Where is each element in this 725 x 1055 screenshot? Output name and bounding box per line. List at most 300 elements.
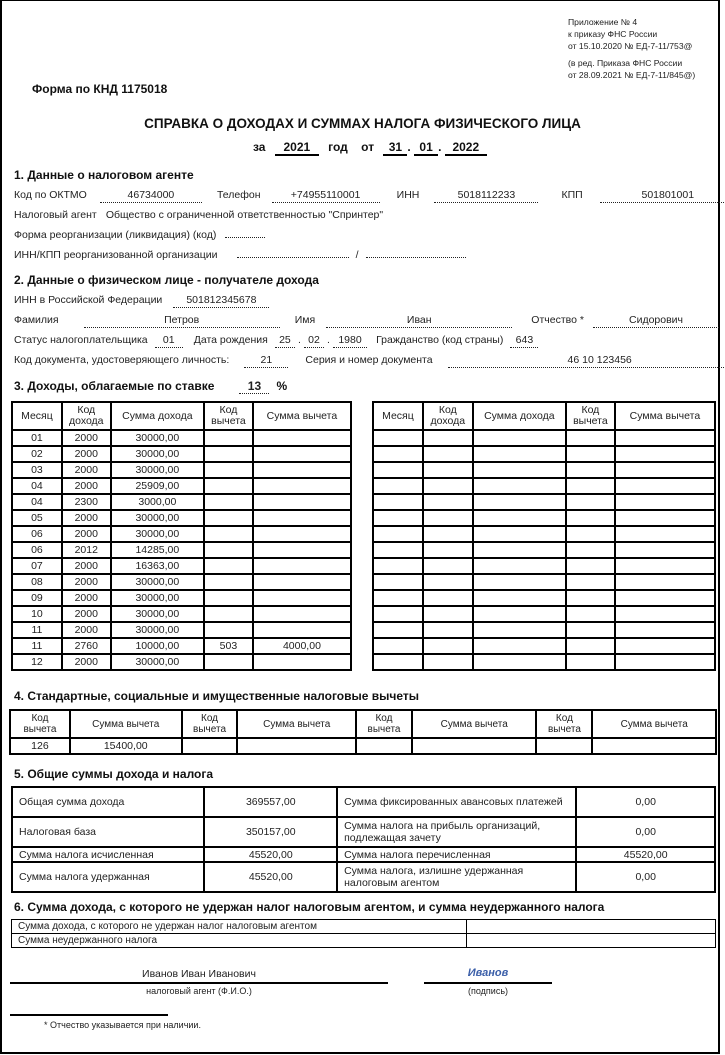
appendix-line: к приказу ФНС России: [568, 29, 658, 39]
section1-row3: [14, 229, 265, 241]
appendix-line: от 15.10.2020 № ЕД-7-11/753@: [568, 41, 693, 51]
column-header-income-code: Код дохода: [423, 402, 473, 430]
percent-sign: %: [276, 379, 288, 393]
signature-text: Иванов: [467, 967, 509, 979]
income-code-cell: 2000: [62, 430, 111, 446]
deduction-sum-cell: [615, 446, 715, 462]
column-header-income-code: Код дохода: [62, 402, 111, 430]
oktmo-label: Код по ОКТМО: [14, 189, 87, 201]
deductions-table: [9, 709, 717, 755]
income-code-cell: 2000: [62, 606, 111, 622]
reorg-inn-label: ИНН/КПП реорганизованной организации: [14, 249, 218, 261]
column-header-deduction-code: Код вычета: [536, 710, 592, 738]
income-sum-cell: [473, 590, 566, 606]
deduction-code-cell: [566, 510, 615, 526]
month-cell: 06: [12, 542, 62, 558]
month-cell: [373, 494, 423, 510]
kpp-label: КПП: [561, 189, 583, 201]
table-row: [12, 462, 351, 478]
income-sum-cell: [473, 654, 566, 670]
deduction-code-cell: [204, 622, 253, 638]
column-header-deduction-sum: Сумма вычета: [70, 710, 182, 738]
table-row: [373, 494, 715, 510]
total-income-label: Общая сумма дохода: [12, 787, 204, 817]
month-cell: 07: [12, 558, 62, 574]
income-sum-cell: 30000,00: [111, 510, 204, 526]
table-row: [12, 862, 715, 892]
income-code-cell: 2000: [62, 574, 111, 590]
deduction-code-cell: [536, 738, 592, 754]
month-cell: [373, 510, 423, 526]
deduction-code-cell: [204, 494, 253, 510]
tax-calculated-label: Сумма налога исчисленная: [12, 847, 204, 862]
doc-number-field: 46 10 123456: [448, 354, 725, 368]
table-row: [373, 510, 715, 526]
income-code-cell: [423, 606, 473, 622]
deduction-sum-cell: [615, 638, 715, 654]
tax-withheld-label: Сумма налога удержанная: [12, 862, 204, 892]
deduction-code-cell: [566, 590, 615, 606]
deduction-code-cell: 503: [204, 638, 253, 654]
signature-caption: (подпись): [467, 986, 509, 996]
income-sum-cell: [473, 542, 566, 558]
income-code-cell: [423, 574, 473, 590]
income-code-cell: 2000: [62, 446, 111, 462]
deduction-code-cell: [566, 494, 615, 510]
income-code-cell: [423, 638, 473, 654]
income-code-cell: [423, 590, 473, 606]
agent-caption: налоговый агент (Ф.И.О.): [146, 986, 252, 996]
table-header-row: [12, 402, 351, 430]
surname-field: Петров: [84, 314, 280, 328]
month-cell: 04: [12, 494, 62, 510]
surname-label: Фамилия: [14, 314, 59, 326]
table-row: [373, 462, 715, 478]
deduction-code-cell: [566, 638, 615, 654]
deduction-sum-cell: [615, 606, 715, 622]
income-sum-cell: [473, 462, 566, 478]
dob-month-field: 02: [304, 334, 324, 348]
section1-heading: 1. Данные о налоговом агенте: [14, 168, 194, 182]
column-header-deduction-sum: Сумма вычета: [615, 402, 715, 430]
appendix-line: от 28.09.2021 № ЕД-7-11/845@): [568, 70, 696, 80]
table-row: [373, 622, 715, 638]
deduction-code-cell: [566, 654, 615, 670]
table-row: [373, 526, 715, 542]
table-row: [12, 590, 351, 606]
deduction-code-cell: [566, 446, 615, 462]
agent-name-line: [10, 982, 388, 984]
income-code-cell: [423, 510, 473, 526]
fixed-advance-label: Сумма фиксированных авансовых платежей: [337, 787, 576, 817]
deduction-sum-cell: [253, 430, 351, 446]
income-sum-cell: 10000,00: [111, 638, 204, 654]
table-row: [12, 920, 716, 934]
deduction-sum-cell: 4000,00: [253, 638, 351, 654]
deduction-code-cell: [204, 574, 253, 590]
income-sum-cell: [473, 622, 566, 638]
dot: .: [407, 140, 411, 154]
month-cell: [373, 430, 423, 446]
reorg-label: Форма реорганизации (ликвидация) (код): [14, 229, 217, 241]
table-row: [10, 738, 716, 754]
section2-row3: Статус налогоплательщика 01 Дата рождения 25 . 02 . 1980 Гражданство (код страны) 643: [14, 334, 538, 348]
deduction-sum-cell: [253, 526, 351, 542]
deduction-code-cell: [204, 478, 253, 494]
deduction-code-cell: [204, 462, 253, 478]
month-cell: 06: [12, 526, 62, 542]
column-header-month: Месяц: [12, 402, 62, 430]
income-table-left: [11, 401, 352, 671]
citizenship-label: Гражданство (код страны): [376, 334, 504, 346]
tax-withheld-value: 45520,00: [204, 862, 337, 892]
phone-label: Телефон: [216, 189, 261, 201]
section2-heading: 2. Данные о физическом лице - получателе дохода: [14, 273, 319, 287]
income-code-cell: [423, 494, 473, 510]
month-cell: 10: [12, 606, 62, 622]
kpp-field: 501801001: [600, 189, 725, 203]
table-header-row: [373, 402, 715, 430]
deduction-sum-cell: [253, 622, 351, 638]
column-header-deduction-sum: Сумма вычета: [592, 710, 716, 738]
reorg-field: [225, 237, 265, 238]
table-row: [12, 787, 715, 817]
deduction-sum-cell: 15400,00: [70, 738, 182, 754]
deduction-sum-cell: [615, 494, 715, 510]
table-row: [373, 430, 715, 446]
deduction-code-cell: [204, 526, 253, 542]
recipient-inn-label: ИНН в Российской Федерации: [14, 294, 163, 306]
month-cell: [373, 654, 423, 670]
column-header-deduction-code: Код вычета: [356, 710, 412, 738]
table-row: [12, 446, 351, 462]
column-header-deduction-sum: Сумма вычета: [412, 710, 537, 738]
deduction-sum-cell: [253, 542, 351, 558]
column-header-deduction-sum: Сумма вычета: [253, 402, 351, 430]
income-sum-cell: 16363,00: [111, 558, 204, 574]
income-code-cell: [423, 526, 473, 542]
deduction-code-cell: [566, 558, 615, 574]
column-header-income-sum: Сумма дохода: [111, 402, 204, 430]
deduction-code-cell: [566, 478, 615, 494]
deduction-code-cell: [566, 606, 615, 622]
income-sum-cell: [473, 606, 566, 622]
income-sum-cell: 14285,00: [111, 542, 204, 558]
income-sum-cell: [473, 446, 566, 462]
income-sum-cell: 30000,00: [111, 462, 204, 478]
name-label: Имя: [294, 314, 316, 326]
unwithheld-tax-value: [467, 934, 716, 948]
deduction-code-cell: [204, 558, 253, 574]
agent-label: Налоговый агент: [14, 209, 97, 221]
table-row: [373, 606, 715, 622]
income-code-cell: 2000: [62, 510, 111, 526]
month-cell: 08: [12, 574, 62, 590]
section2-row1: [14, 294, 269, 308]
recipient-inn-field: 501812345678: [173, 294, 269, 308]
month-cell: 04: [12, 478, 62, 494]
document-title: СПРАВКА О ДОХОДАХ И СУММАХ НАЛОГА ФИЗИЧЕСКОГО ЛИЦА: [144, 116, 581, 131]
table-header-row: [10, 710, 716, 738]
deduction-sum-cell: [253, 462, 351, 478]
deduction-sum-cell: [615, 430, 715, 446]
income-code-cell: 2000: [62, 478, 111, 494]
deduction-sum-cell: [615, 510, 715, 526]
table-row: [12, 542, 351, 558]
appendix-line: Приложение № 4: [568, 17, 638, 27]
deduction-sum-cell: [615, 462, 715, 478]
table-row: [12, 654, 351, 670]
table-row: [12, 430, 351, 446]
section1-row2: [14, 209, 383, 222]
appendix-line: (в ред. Приказа ФНС России: [568, 58, 683, 68]
section2-row2: [14, 314, 719, 328]
footnote-line: [10, 1014, 168, 1016]
column-header-deduction-sum: Сумма вычета: [237, 710, 356, 738]
status-label: Статус налогоплательщика: [14, 334, 148, 346]
table-row: [373, 542, 715, 558]
deduction-sum-cell: [615, 558, 715, 574]
income-code-cell: [423, 654, 473, 670]
month-cell: 05: [12, 510, 62, 526]
tax-base-value: 350157,00: [204, 817, 337, 847]
month-cell: 09: [12, 590, 62, 606]
deduction-sum-cell: [253, 478, 351, 494]
reorg-kpp-field: [366, 257, 466, 258]
table-row: [12, 478, 351, 494]
income-sum-cell: 30000,00: [111, 430, 204, 446]
dot: .: [438, 140, 442, 154]
deduction-sum-cell: [615, 542, 715, 558]
month-cell: [373, 638, 423, 654]
tax-calculated-value: 45520,00: [204, 847, 337, 862]
month-cell: [373, 590, 423, 606]
column-header-deduction-code: Код вычета: [566, 402, 615, 430]
section3-heading: 3. Доходы, облагаемые по ставке: [14, 379, 215, 393]
deduction-code-cell: [566, 526, 615, 542]
income-sum-cell: [473, 558, 566, 574]
unwithheld-table: [11, 919, 716, 948]
deduction-code-cell: [356, 738, 412, 754]
income-sum-cell: 30000,00: [111, 606, 204, 622]
deduction-sum-cell: [253, 510, 351, 526]
income-code-cell: 2760: [62, 638, 111, 654]
table-row: [12, 558, 351, 574]
table-row: [12, 847, 715, 862]
income-code-cell: [423, 478, 473, 494]
deduction-sum-cell: [615, 622, 715, 638]
name-field: Иван: [326, 314, 512, 328]
signature-line: [424, 982, 552, 984]
income-sum-cell: [473, 638, 566, 654]
month-cell: 02: [12, 446, 62, 462]
income-sum-cell: [473, 494, 566, 510]
deduction-sum-cell: [237, 738, 356, 754]
deduction-code-cell: [204, 606, 253, 622]
month-cell: [373, 526, 423, 542]
income-sum-cell: [473, 510, 566, 526]
section4-heading: 4. Стандартные, социальные и имущественные налоговые вычеты: [14, 689, 419, 703]
income-code-cell: 2000: [62, 622, 111, 638]
table-row: [373, 654, 715, 670]
inn-field: 5018112233: [434, 189, 538, 203]
month-cell: [373, 542, 423, 558]
income-sum-cell: 30000,00: [111, 654, 204, 670]
month-cell: [373, 606, 423, 622]
income-code-cell: [423, 542, 473, 558]
income-sum-cell: 30000,00: [111, 446, 204, 462]
income-code-cell: [423, 430, 473, 446]
month-cell: 03: [12, 462, 62, 478]
doc-year-field: 2022: [445, 140, 487, 156]
god-label: год: [328, 140, 348, 154]
section1-row1: [14, 189, 725, 203]
column-header-deduction-code: Код вычета: [204, 402, 253, 430]
income-sum-cell: [473, 478, 566, 494]
income-code-cell: 2000: [62, 526, 111, 542]
deduction-sum-cell: [615, 526, 715, 542]
month-cell: [373, 478, 423, 494]
month-cell: 12: [12, 654, 62, 670]
income-code-cell: 2000: [62, 558, 111, 574]
section1-row4: [14, 249, 466, 261]
tax-overwithheld-value: 0,00: [576, 862, 715, 892]
deduction-sum-cell: [253, 590, 351, 606]
table-row: [12, 510, 351, 526]
unwithheld-tax-label: Сумма неудержанного налога: [12, 934, 467, 948]
doc-number-label: Серия и номер документа: [305, 354, 433, 366]
deduction-sum-cell: [592, 738, 716, 754]
unwithheld-income-value: [467, 920, 716, 934]
period-line: [253, 140, 487, 156]
month-cell: [373, 446, 423, 462]
income-code-cell: 2000: [62, 654, 111, 670]
deduction-sum-cell: [253, 654, 351, 670]
year-field: 2021: [275, 140, 319, 156]
income-sum-cell: 30000,00: [111, 622, 204, 638]
income-sum-cell: [473, 430, 566, 446]
table-row: [12, 817, 715, 847]
table-row: [373, 574, 715, 590]
income-sum-cell: 30000,00: [111, 574, 204, 590]
deduction-sum-cell: [253, 494, 351, 510]
profit-tax-label: Сумма налога на прибыль организаций, подлежащая зачету: [337, 817, 576, 847]
doc-code-field: 21: [244, 354, 288, 368]
tax-transferred-value: 45520,00: [576, 847, 715, 862]
income-sum-cell: [473, 574, 566, 590]
total-income-value: 369557,00: [204, 787, 337, 817]
table-row: [373, 638, 715, 654]
income-code-cell: [423, 622, 473, 638]
month-cell: [373, 622, 423, 638]
profit-tax-value: 0,00: [576, 817, 715, 847]
dob-day-field: 25: [275, 334, 295, 348]
deduction-code-cell: [566, 542, 615, 558]
deduction-code-cell: [566, 430, 615, 446]
dob-year-field: 1980: [333, 334, 367, 348]
totals-table: [11, 786, 716, 893]
column-header-deduction-code: Код вычета: [182, 710, 238, 738]
table-row: [12, 934, 716, 948]
deduction-sum-cell: [412, 738, 537, 754]
section3-heading-line: [14, 379, 287, 394]
za-label: за: [253, 140, 266, 154]
deduction-code-cell: [566, 574, 615, 590]
month-field: 01: [414, 140, 438, 156]
table-row: [12, 606, 351, 622]
table-row: [12, 526, 351, 542]
income-sum-cell: [473, 526, 566, 542]
footnote: * Отчество указывается при наличии.: [44, 1020, 201, 1030]
tax-base-label: Налоговая база: [12, 817, 204, 847]
month-cell: [373, 574, 423, 590]
deduction-sum-cell: [253, 606, 351, 622]
deduction-code-cell: [182, 738, 238, 754]
table-row: [373, 558, 715, 574]
agent-field: Общество с ограниченной ответственностью "Спринтер": [105, 209, 384, 221]
doc-code-label: Код документа, удостоверяющего личность:: [14, 354, 230, 366]
oktmo-field: 46734000: [100, 189, 202, 203]
section2-row4: [14, 354, 725, 368]
income-sum-cell: 30000,00: [111, 526, 204, 542]
section5-heading: 5. Общие суммы дохода и налога: [14, 767, 214, 781]
income-code-cell: 2012: [62, 542, 111, 558]
month-cell: 01: [12, 430, 62, 446]
citizenship-field: 643: [510, 334, 538, 348]
tax-overwithheld-label: Сумма налога, излишне удержанная налоговым агентом: [337, 862, 576, 892]
reorg-inn-field: [237, 257, 349, 258]
table-row: [12, 494, 351, 510]
inn-label: ИНН: [396, 189, 420, 201]
ot-label: от: [361, 140, 375, 154]
day-field: 31: [383, 140, 407, 156]
deduction-code-cell: 126: [10, 738, 70, 754]
income-sum-cell: 30000,00: [111, 590, 204, 606]
phone-field: +74955110001: [272, 189, 380, 203]
patronymic-label: Отчество *: [531, 314, 584, 326]
dob-label: Дата рождения: [193, 334, 268, 346]
deduction-sum-cell: [615, 478, 715, 494]
deduction-code-cell: [204, 542, 253, 558]
deduction-code-cell: [204, 430, 253, 446]
column-header-deduction-code: Код вычета: [10, 710, 70, 738]
month-cell: [373, 462, 423, 478]
deduction-code-cell: [566, 622, 615, 638]
month-cell: 11: [12, 622, 62, 638]
form-code: Форма по КНД 1175018: [32, 82, 168, 96]
deduction-code-cell: [204, 446, 253, 462]
tax-transferred-label: Сумма налога перечисленная: [337, 847, 576, 862]
table-row: [373, 478, 715, 494]
section6-heading: 6. Сумма дохода, с которого не удержан налог налоговым агентом, и сумма неудержанного налога: [14, 900, 605, 914]
income-code-cell: 2300: [62, 494, 111, 510]
deduction-code-cell: [566, 462, 615, 478]
table-row: [12, 622, 351, 638]
tax-rate-field: 13: [239, 380, 269, 394]
deduction-sum-cell: [615, 574, 715, 590]
fixed-advance-value: 0,00: [576, 787, 715, 817]
table-row: [373, 590, 715, 606]
deduction-code-cell: [204, 654, 253, 670]
income-code-cell: 2000: [62, 462, 111, 478]
month-cell: 11: [12, 638, 62, 654]
agent-name: Иванов Иван Иванович: [142, 968, 256, 980]
slash: /: [355, 249, 359, 261]
deduction-sum-cell: [253, 558, 351, 574]
deduction-code-cell: [204, 510, 253, 526]
appendix-note: [568, 16, 695, 81]
month-cell: [373, 558, 423, 574]
